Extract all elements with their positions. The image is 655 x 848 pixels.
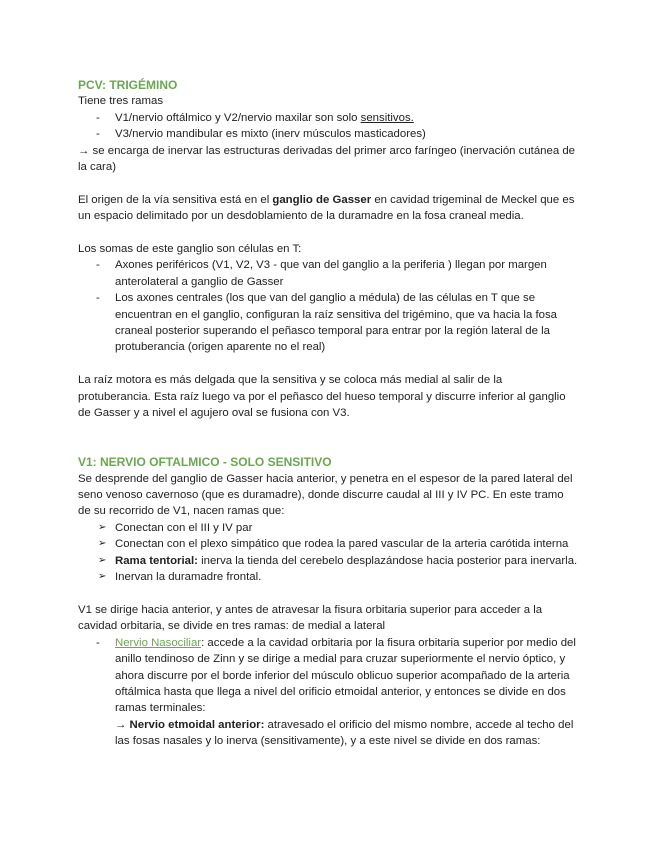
gasser-paragraph: El origen de la vía sensitiva está en el ganglio de Gasser en cavidad trigeminal de Meckel que es un espacio delimitado por un desdoblamiento de la duramadre en la fosa craneal media. — [78, 193, 575, 223]
list-item: - Los axones centrales (los que van del ganglio a médula) de las células en T que se encuentran en el ganglio, configuran la raíz sensitiva del trigémino, que va hacia la fosa craneal posterior superando el peñasco temporal para entrar por la región lateral de la protuberancia (origen aparente no el real) — [96, 292, 557, 354]
document-page — [78, 77, 578, 750]
arrow-marker: ➢ — [98, 521, 107, 533]
orbit-paragraph: V1 se dirige hacia anterior, y antes de atravesar la fisura orbitaria superior para acceder a la cavidad orbitaria, se divide en tres ramas: de medial a lateral — [78, 603, 543, 633]
oftalmico-branches-list — [78, 520, 578, 586]
dash-marker: - — [96, 259, 100, 272]
dash-marker: - — [96, 636, 100, 649]
etmoidal-paragraph: → Nervio etmoidal anterior: atravesado el orificio del mismo nombre, accede al techo del las fosas nasales y lo inerva (sensitivamente), y a este nivel se divide en dos ramas: — [115, 718, 574, 748]
list-item: - Axones periféricos (V1, V2, V3 - que van del ganglio a la periferia ) llegan por margen anterolateral a ganglio de Gasser — [96, 259, 547, 288]
nasociliar-link[interactable]: Nervio Nasociliar — [115, 636, 202, 649]
somas-intro: Los somas de este ganglio son células en T: — [78, 243, 302, 256]
list-item: - V3/nervio mandibular es mixto (inerv músculos masticadores) — [78, 126, 578, 142]
list-item: ➢ Conectan con el plexo simpático que rodea la pared vascular de la arteria carótida interna — [78, 536, 578, 552]
list-item: ➢ Inervan la duramadre frontal. — [78, 569, 578, 585]
dash-marker: - — [96, 128, 100, 141]
list-item: ➢ Rama tentorial: inerva la tienda del cerebelo desplazándose hacia posterior para inervarla. — [78, 553, 578, 569]
arrow-marker: ➢ — [98, 571, 107, 583]
oftalmico-intro: Se desprende del ganglio de Gasser hacia anterior, y penetra en el espesor de la pared lateral del seno venoso cavernoso (que es duramadre), donde discurre caudal al III y IV PC. En este tramo de su recorrido de V1, nacen ramas que: — [78, 472, 573, 518]
list-item: - Nervio Nasociliar: accede a la cavidad orbitaria por la fisura orbitaria superior por medio del anillo tendinoso de Zinn y se dirige a medial para cruzar superiormente el nervio óptico, y ahora discurre por el borde inferior del músculo oblicuo superior acompañado de la arteria oftálmica hasta que llega a nivel del orificio etmoidal anterior, y entonces se divide en dos ramas terminales: → Nervio etmoidal anterior: atravesado el orificio del mismo nombre, accede al techo del las fosas nasales y lo inerva (sensitivamente), y a este nivel se divide en dos ramas: — [78, 635, 578, 750]
orbit-branches-list — [78, 635, 578, 750]
branches-list — [78, 110, 578, 143]
intro-text: Tiene tres ramas — [78, 95, 164, 108]
section-title-trigemino: PCV: TRIGÉMINO — [78, 78, 178, 92]
list-item: ➢ Conectan con el III y IV par — [78, 520, 578, 536]
motor-paragraph: La raíz motora es más delgada que la sensitiva y se coloca más medial al salir de la protuberancia. Esta raíz luego va por el peñasco del hueso temporal y discurre inferior al ganglio de Gasser y a nivel el agujero oval se fusiona con V3. — [78, 374, 566, 420]
arrow-marker: ➢ — [98, 538, 107, 550]
arrow-marker: ➢ — [98, 554, 107, 566]
section-title-oftalmico: V1: NERVIO OFTALMICO - SOLO SENSITIVO — [78, 455, 332, 470]
somas-list — [78, 257, 578, 355]
arrow-paragraph: → se encarga de inervar las estructuras derivadas del primer arco faríngeo (inervación cutánea de la cara) — [78, 144, 576, 174]
dash-marker: - — [96, 111, 100, 124]
dash-marker: - — [96, 292, 100, 305]
list-item: - V1/nervio oftálmico y V2/nervio maxilar son solo sensitivos. — [78, 110, 578, 126]
